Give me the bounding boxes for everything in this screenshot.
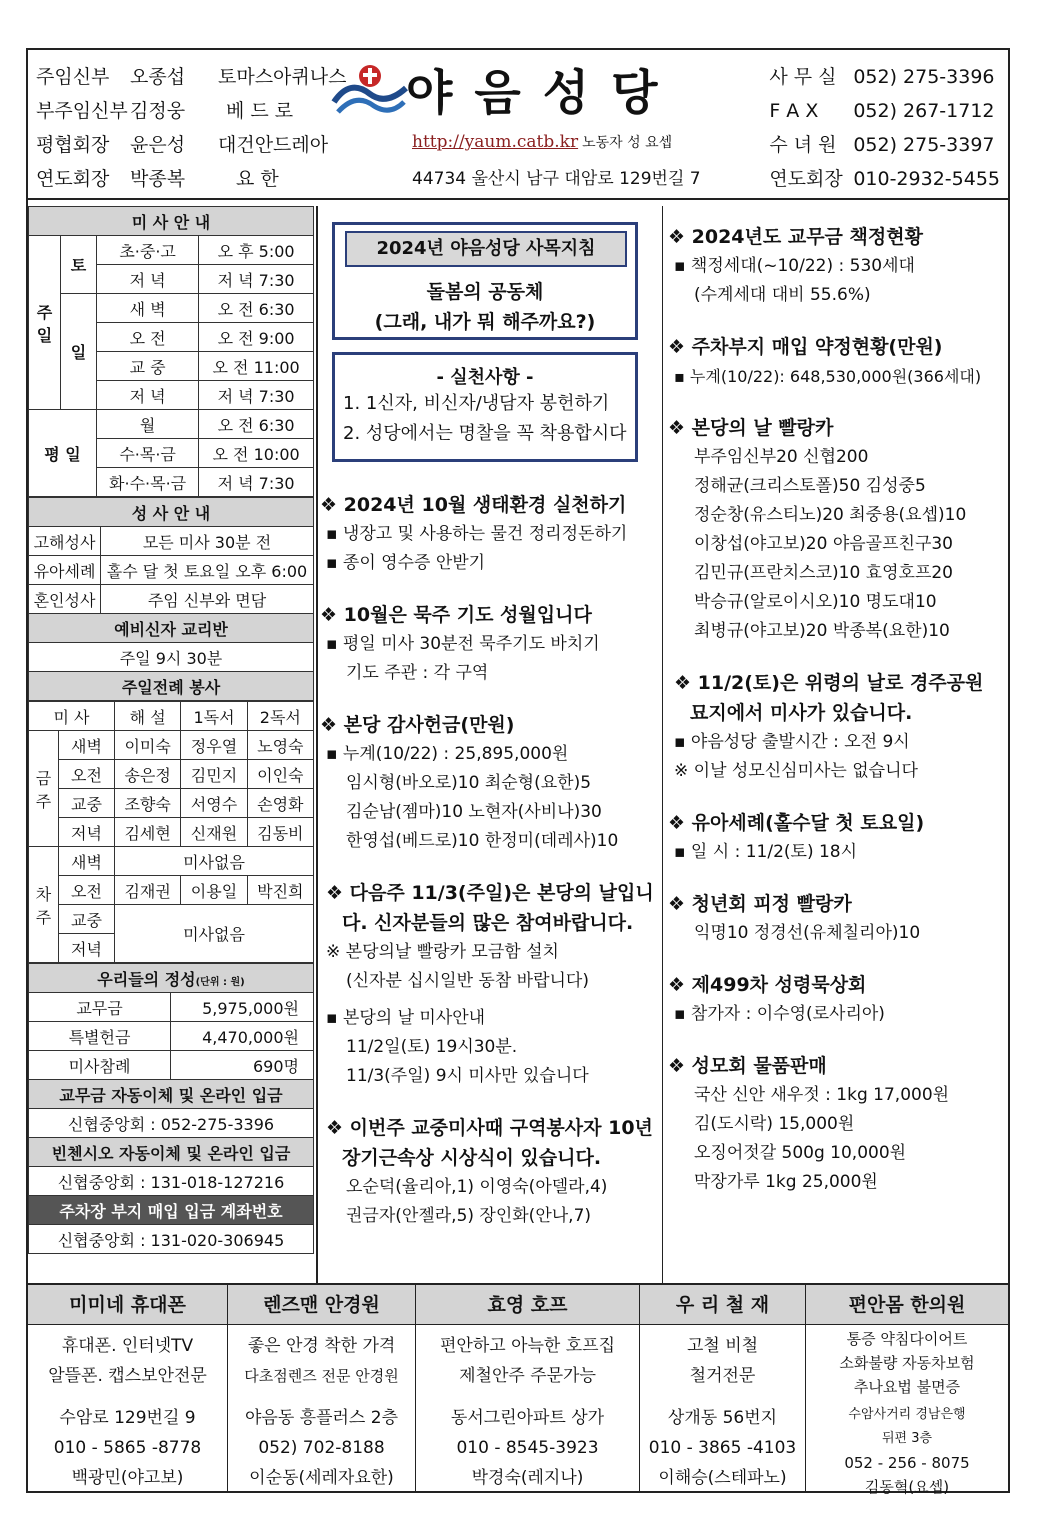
practice-item: 2. 성당에서는 명찰을 꼭 착용합시다 (343, 423, 627, 444)
no-mass: 미사없음 (115, 905, 314, 963)
notice-heading: ❖ 유아세례(홀수달 첫 토요일) (668, 812, 925, 834)
column-divider (662, 206, 663, 1283)
contact-list (769, 60, 1000, 196)
weekday-label: 평 일 (29, 410, 97, 497)
ad-line: 010 - 3865 -4103 (648, 1438, 797, 1458)
ad-line: 010 - 8545-3923 (456, 1438, 599, 1458)
mass-slot: 저녁 (59, 934, 115, 963)
notice-heading: ❖ 본당의 날 빨랑카 (668, 417, 834, 439)
ad-box (416, 1285, 640, 1493)
notice-heading: ❖ 본당 감사헌금(만원) (320, 714, 515, 736)
notice-heading: ❖ 11/2(토)은 위령의 날로 경주공원 묘지에서 미사가 있습니다. (674, 672, 984, 724)
commentator: 조향숙 (115, 789, 181, 818)
name: 윤은성 (130, 134, 186, 156)
notice-item: ※ 이날 성모신심미사는 없습니다 (674, 761, 918, 781)
mass-time: 저 녁 7:30 (199, 265, 314, 294)
mass-slot: 교중 (59, 789, 115, 818)
mass-time: 오 전 10:00 (199, 439, 314, 468)
catechumen-title: 예비신자 교리반 (29, 614, 314, 643)
ad-line: 휴대폰. 인터넷TV (61, 1336, 194, 1356)
offering-title (29, 964, 314, 993)
contact-value: 052) 275-3397 (853, 134, 995, 156)
contact-row (769, 94, 1000, 128)
account-number: 신협중앙회 : 131-020-306945 (29, 1225, 314, 1254)
liturgy-table (28, 701, 314, 963)
saint-name: 요 한 (236, 168, 279, 190)
notice-heading: ❖ 청년회 피정 빨랑카 (668, 893, 852, 915)
mass-time: 오 전 11:00 (199, 352, 314, 381)
offering-label: 미사참례 (29, 1051, 171, 1080)
ad-line: 다초점렌즈 전문 안경원 (244, 1367, 399, 1385)
mass-slot: 오전 (59, 876, 115, 905)
column-divider (316, 206, 318, 1283)
ad-line: 야음동 흥플러스 2층 (245, 1408, 398, 1428)
ad-box (228, 1285, 416, 1493)
mass-title: 미 사 안 내 (29, 207, 314, 236)
mass-name: 화·수·목·금 (97, 468, 199, 497)
reader1: 정우열 (181, 731, 247, 760)
saint-name: 베 드 로 (226, 100, 294, 122)
pastoral-title: 2024년 야음성당 사목지침 (345, 231, 627, 267)
notice-item: (수계세대 대비 55.6%) (694, 285, 871, 305)
account-title: 교무금 자동이체 및 온라인 입금 (29, 1080, 314, 1109)
ad-name: 우 리 철 재 (640, 1285, 805, 1325)
sacrament-name: 혼인성사 (29, 585, 101, 614)
mass-time: 오 후 5:00 (199, 236, 314, 265)
mass-name: 저 녁 (97, 381, 199, 410)
contact-label: F A X (769, 100, 819, 122)
ad-line: 좋은 안경 착한 가격 (247, 1336, 396, 1356)
notice-heading: ❖ 다음주 11/3(주일)은 본당의 날입니다. 신자분들의 많은 참여바랍니다. (326, 882, 654, 934)
mass-name: 초·중·고 (97, 236, 199, 265)
ad-line: 고철 비철 (686, 1336, 759, 1356)
ad-line: 소화불량 자동차보험 (839, 1354, 975, 1372)
sale-item: 국산 신안 새우젓 : 1kg 17,000원 (694, 1085, 950, 1105)
role: 연도회장 (36, 168, 110, 190)
mass-time: 오 전 6:30 (199, 410, 314, 439)
middle-notices (320, 490, 660, 1231)
sale-item: 막장가루 1kg 25,000원 (694, 1172, 878, 1192)
reader1: 서영수 (181, 789, 247, 818)
reader2: 손영화 (247, 789, 313, 818)
mass-time: 오 전 9:00 (199, 323, 314, 352)
mass-name: 새 벽 (97, 294, 199, 323)
offering-label: 교무금 (29, 993, 171, 1022)
donor-line: 김순남(젬마)10 노현자(사비나)30 (346, 802, 602, 822)
sunday-label: 주일 (29, 236, 61, 410)
account-title: 주차장 부지 매입 입금 계좌번호 (29, 1196, 314, 1225)
notice-item: ▪ 냉장고 및 사용하는 물건 정리정돈하기 (326, 524, 628, 544)
reader2: 이인숙 (247, 760, 313, 789)
ad-line: 추나요법 불면증 (853, 1378, 961, 1396)
notice-heading: ❖ 2024년도 교무금 책정현황 (668, 226, 923, 248)
awardee-line: 권금자(안젤라,5) 장인화(안나,7) (346, 1206, 592, 1226)
notice-item: ▪ 야음성당 출발시간 : 오전 9시 (674, 732, 910, 752)
notice-item: (신자분 십시일반 동참 바랍니다) (346, 971, 589, 991)
clergy-row (36, 162, 346, 196)
offering-label: 특별헌금 (29, 1022, 171, 1051)
parish-address: 44734 울산시 남구 대암로 129번길 7 (412, 169, 701, 189)
reader2: 김동비 (247, 818, 313, 847)
donor-line: 정해균(크리스토폴)50 김성중5 (694, 476, 926, 496)
reader1: 신재원 (181, 818, 247, 847)
sale-item: 오징어젓갈 500g 10,000원 (694, 1143, 907, 1163)
contact-label: 수 녀 원 (769, 134, 837, 156)
advertisement-strip (28, 1283, 1008, 1496)
catechumen-time: 주일 9시 30분 (29, 643, 314, 672)
donor-line: 최병규(야고보)20 박종복(요한)10 (694, 621, 950, 641)
awardee-line: 오순덕(율리아,1) 이영숙(아델라,4) (346, 1177, 608, 1197)
mass-schedule-table (28, 206, 314, 497)
commentator: 김세현 (115, 818, 181, 847)
notice-heading: ❖ 이번주 교중미사때 구역봉사자 10년 장기근속상 시상식이 있습니다. (326, 1117, 653, 1169)
notice-item: ▪ 일 시 : 11/2(토) 18시 (674, 842, 858, 862)
mass-name: 월 (97, 410, 199, 439)
right-column (668, 222, 1006, 1197)
notice-item: ▪ 본당의 날 미사안내 (326, 1008, 486, 1028)
ad-line: 052 - 256 - 8075 (844, 1454, 970, 1472)
sacrament-name: 유아세례 (29, 556, 101, 585)
donor-line: 김민규(프란치스코)10 효영호프20 (694, 563, 953, 583)
mass-name: 교 중 (97, 352, 199, 381)
ad-name: 미미네 휴대폰 (28, 1285, 227, 1325)
contact-label: 사 무 실 (769, 66, 837, 88)
donor-line: 부주임신부20 신협200 (694, 447, 869, 467)
notice-item: ▪ 종이 영수증 안받기 (326, 553, 486, 573)
sacrament-table (28, 497, 314, 701)
ad-name: 효영 호프 (416, 1285, 639, 1325)
donor-line: 박승규(알로이시오)10 명도대10 (694, 592, 937, 612)
motto-line: (그래, 내가 뭐 해주까요?) (374, 311, 596, 333)
contact-value: 010-2932-5455 (853, 168, 1000, 190)
notice-heading: ❖ 제499차 성령묵상회 (668, 974, 867, 996)
offering-value: 4,470,000원 (171, 1022, 314, 1051)
left-column (28, 206, 316, 1254)
account-title: 빈첸시오 자동이체 및 온라인 입금 (29, 1138, 314, 1167)
ad-line: 편안하고 아늑한 호프집 (439, 1336, 616, 1356)
ad-name: 편안몸 한의원 (806, 1285, 1008, 1325)
commentator: 송은정 (115, 760, 181, 789)
reader1: 이용일 (181, 876, 247, 905)
role: 평협회장 (36, 134, 110, 156)
ad-line: 알뜰폰. 캡스보안전문 (48, 1366, 207, 1386)
liturgy-header: 2독서 (247, 702, 313, 731)
parish-url (412, 132, 672, 152)
notice-heading: ❖ 성모회 물품판매 (668, 1055, 827, 1077)
liturgy-title: 주일전례 봉사 (29, 672, 314, 701)
ad-line: 김동혁(요셉) (864, 1478, 950, 1496)
notice-item: ▪ 누계(10/22): 648,530,000원(366세대) (674, 367, 982, 386)
notice-heading: ❖ 주차부지 매입 약정현황(만원) (668, 336, 943, 358)
mass-name: 오 전 (97, 323, 199, 352)
mass-slot: 저녁 (59, 818, 115, 847)
pastoral-motto (335, 277, 635, 337)
offering-value: 5,975,000원 (171, 993, 314, 1022)
commentator: 이미숙 (115, 731, 181, 760)
ad-line: 수암사거리 경남은행 (848, 1407, 966, 1422)
offering-title-text: 우리들의 정성 (97, 969, 196, 989)
clergy-row (36, 94, 346, 128)
sun-label: 일 (61, 294, 97, 410)
sacrament-info: 홀수 달 첫 토요일 오후 6:00 (101, 556, 314, 585)
ad-line: 상개동 56번지 (667, 1408, 778, 1428)
saint-name: 대건안드레아 (218, 134, 329, 156)
ad-line: 백광민(야고보) (71, 1468, 184, 1488)
name: 김정웅 (130, 100, 186, 122)
liturgy-header: 1독서 (181, 702, 247, 731)
ad-line: 박경숙(레지나) (471, 1468, 584, 1488)
sacrament-info: 모든 미사 30분 전 (101, 527, 314, 556)
liturgy-header: 해 설 (115, 702, 181, 731)
ad-line: 수암로 129번길 9 (59, 1408, 196, 1428)
ad-box (640, 1285, 806, 1493)
mass-slot: 새벽 (59, 731, 115, 760)
practice-box (332, 352, 638, 462)
contact-value: 052) 275-3396 (853, 66, 995, 88)
practice-item: 1. 1신자, 비신자/냉담자 봉헌하기 (343, 393, 610, 414)
notice-item: ※ 본당의날 빨랑카 모금함 설치 (326, 942, 559, 962)
reader2: 노영숙 (247, 731, 313, 760)
ad-line: 이해승(스테파노) (658, 1468, 787, 1488)
ad-box (806, 1285, 1008, 1496)
ad-line: 010 - 5865 -8778 (53, 1438, 202, 1458)
notice-item: 11/3(주일) 9시 미사만 있습니다 (346, 1066, 589, 1086)
reader1: 김민지 (181, 760, 247, 789)
name: 오종섭 (130, 66, 186, 88)
offering-unit: (단위 : 원) (195, 976, 245, 988)
reader2: 박진희 (247, 876, 313, 905)
donor-line: 익명10 정경선(유체칠리아)10 (694, 923, 921, 943)
ad-line: 철거전문 (689, 1366, 756, 1386)
sat-label: 토 (61, 236, 97, 294)
donor-line: 임시형(바오로)10 최순형(요한)5 (346, 773, 592, 793)
account-number: 신협중앙회 : 131-018-127216 (29, 1167, 314, 1196)
mass-time: 저 녁 7:30 (199, 468, 314, 497)
pastoral-guideline-box (332, 222, 638, 340)
offering-value: 690명 (171, 1051, 314, 1080)
mass-slot: 교중 (59, 905, 115, 934)
sacrament-info: 주임 신부와 면담 (101, 585, 314, 614)
church-logo-icon (330, 58, 410, 124)
no-mass: 미사없음 (115, 847, 314, 876)
notice-heading: ❖ 2024년 10월 생태환경 실천하기 (320, 494, 627, 516)
mass-slot: 새벽 (59, 847, 115, 876)
ad-line: 통증 약침다이어트 (846, 1330, 968, 1348)
clergy-row (36, 128, 346, 162)
motto-line: 돌봄의 공동체 (426, 281, 544, 303)
name: 박종복 (130, 168, 186, 190)
contact-row (769, 60, 1000, 94)
clergy-row (36, 60, 346, 94)
sacrament-name: 고해성사 (29, 527, 101, 556)
patron-saint: 노동자 성 요셉 (582, 135, 673, 151)
role: 부주임신부 (36, 100, 128, 122)
mass-name: 수·목·금 (97, 439, 199, 468)
contact-label: 연도회장 (769, 168, 843, 190)
mass-slot: 오전 (59, 760, 115, 789)
notice-item: ▪ 참가자 : 이수영(로사리아) (674, 1004, 885, 1024)
ad-name: 렌즈맨 안경원 (228, 1285, 415, 1325)
ad-box (28, 1285, 228, 1493)
ad-line: 뒤편 3층 (881, 1431, 933, 1446)
sale-item: 김(도시락) 15,000원 (694, 1114, 855, 1134)
next-week-label: 차주 (29, 847, 59, 963)
notice-item: ▪ 누계(10/22) : 25,895,000원 (326, 744, 569, 764)
mass-name: 저 녁 (97, 265, 199, 294)
ad-line: 동서그린아파트 상가 (450, 1408, 605, 1428)
website-link[interactable]: http://yaum.catb.kr (412, 132, 579, 152)
clergy-list (36, 60, 346, 196)
parish-title: 야음성당 (406, 65, 680, 121)
ad-line: 제철안주 주문가능 (459, 1366, 596, 1386)
notice-item: 11/2일(토) 19시30분. (346, 1037, 518, 1057)
donor-line: 한영섭(베드로)10 한정미(데레사)10 (346, 831, 619, 851)
contact-value: 052) 267-1712 (853, 100, 995, 122)
notice-item: 기도 주관 : 각 구역 (346, 663, 489, 683)
commentator: 김재권 (115, 876, 181, 905)
header (28, 50, 1008, 200)
donor-line: 이창섭(야고보)20 야음골프친구30 (694, 534, 953, 554)
practice-title: - 실천사항 - (436, 367, 534, 388)
account-number: 신협중앙회 : 052-275-3396 (29, 1109, 314, 1138)
liturgy-header: 미 사 (29, 702, 115, 731)
mass-time: 오 전 6:30 (199, 294, 314, 323)
donor-line: 정순창(유스티노)20 최중용(요셉)10 (694, 505, 967, 525)
role: 주임신부 (36, 66, 110, 88)
contact-row (769, 162, 1000, 196)
saint-name: 토마스아퀴나스 (218, 66, 347, 88)
notice-item: ▪ 평일 미사 30분전 묵주기도 바치기 (326, 634, 600, 654)
sacrament-title: 성 사 안 내 (29, 498, 314, 527)
bulletin-page (26, 48, 1010, 1496)
mass-time: 저 녁 7:30 (199, 381, 314, 410)
notice-item: ▪ 책정세대(~10/22) : 530세대 (674, 256, 915, 276)
this-week-label: 금주 (29, 731, 59, 847)
ad-line: 052) 702-8188 (258, 1438, 385, 1458)
offering-table (28, 963, 314, 1254)
ad-line: 이순동(세레자요한) (249, 1468, 394, 1488)
contact-row (769, 128, 1000, 162)
notice-heading: ❖ 10월은 묵주 기도 성월입니다 (320, 604, 592, 626)
